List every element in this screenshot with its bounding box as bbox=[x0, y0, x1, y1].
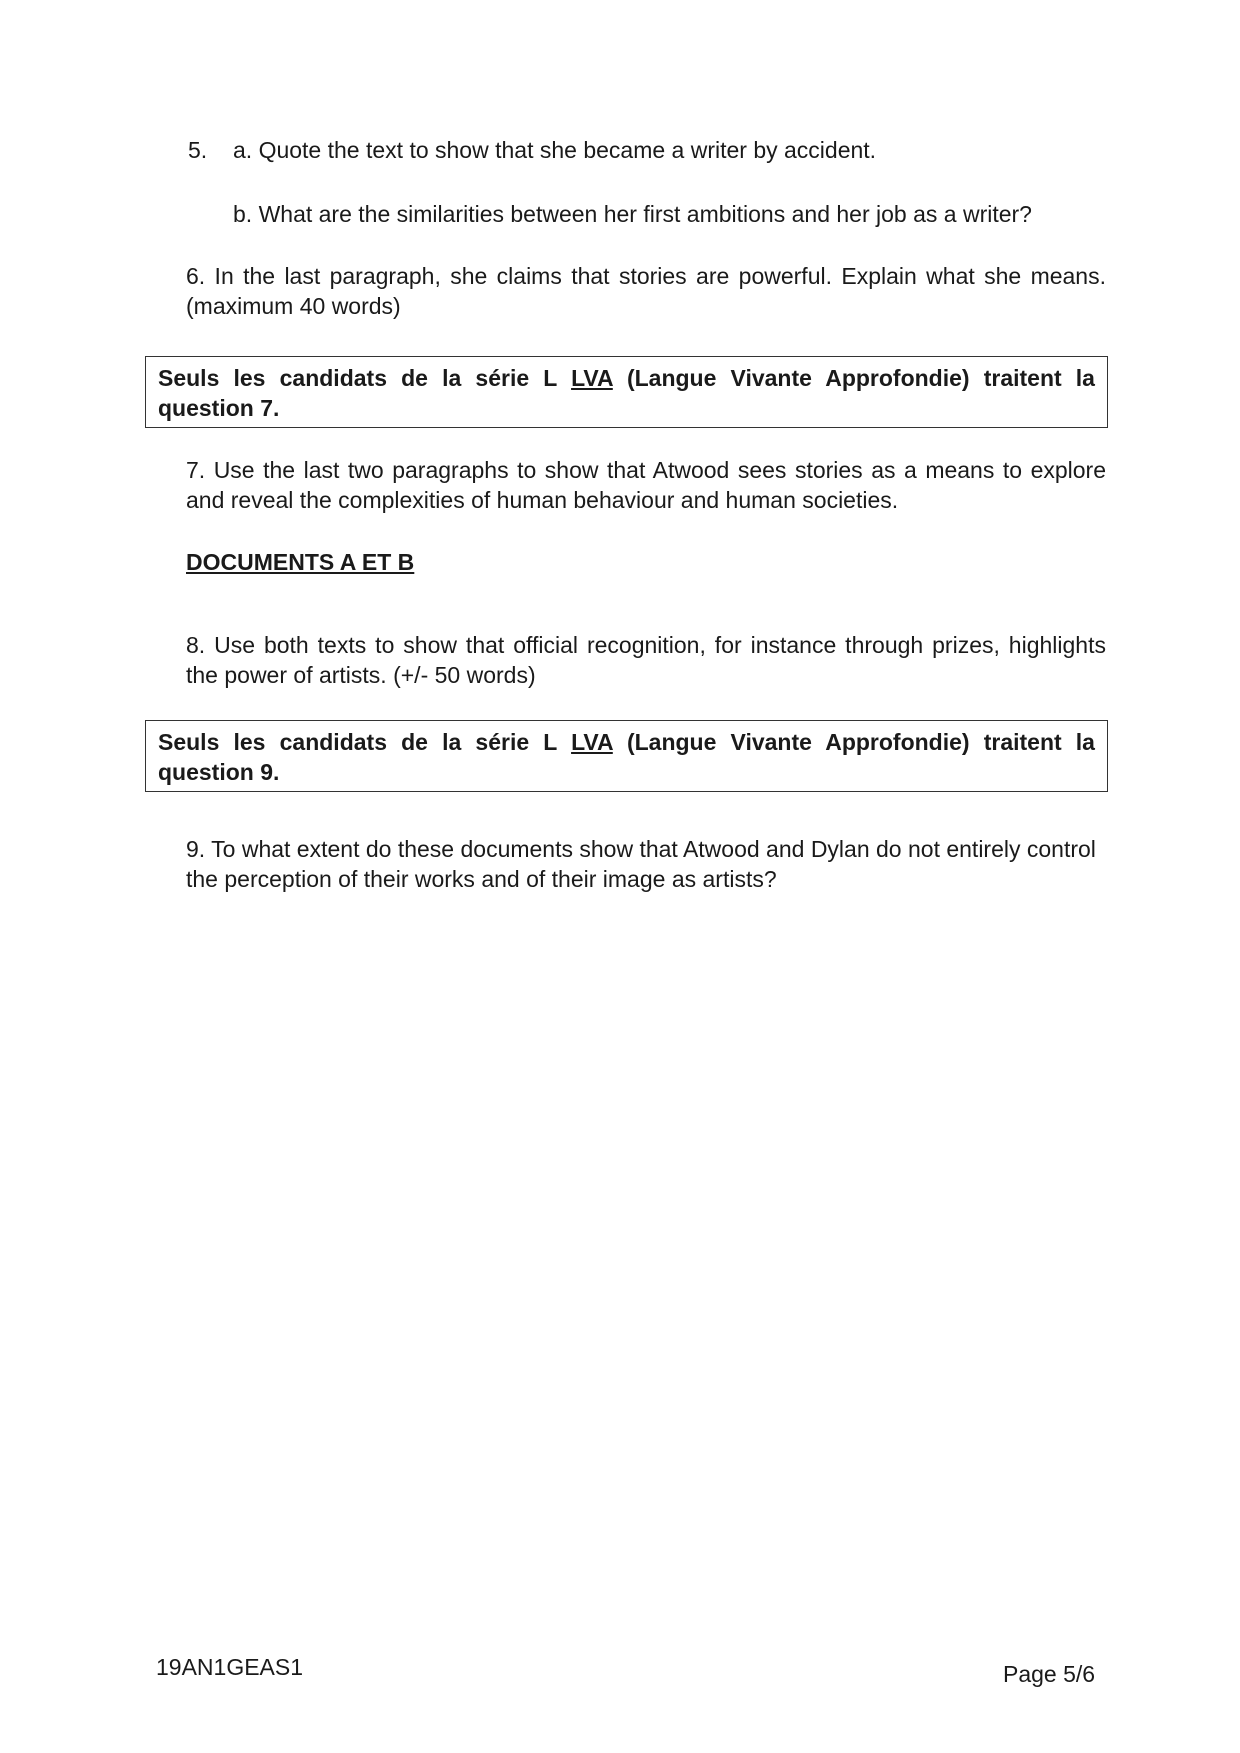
question-8: 8. Use both texts to show that official recognition, for instance through prizes, highlights the power of artists. (+/- 50 words) bbox=[186, 632, 1106, 688]
question-5b: b. What are the similarities between her first ambitions and her job as a writer? bbox=[233, 201, 1032, 227]
section-heading-documents-a-et-b: DOCUMENTS A ET B bbox=[186, 549, 415, 575]
question-5-number: 5. bbox=[188, 137, 208, 163]
notice-text-after: (Langue Vivante Approfondie) traitent la question 9. bbox=[158, 729, 1095, 785]
lva-notice-question-7 bbox=[145, 356, 1108, 428]
question-6: 6. In the last paragraph, she claims that stories are powerful. Explain what she means. (maximum 40 words) bbox=[186, 263, 1106, 319]
notice-text-before: Seuls les candidats de la série L bbox=[158, 365, 572, 391]
notice-lva-underlined: LVA bbox=[571, 365, 613, 391]
notice-text-after: (Langue Vivante Approfondie) traitent la question 7. bbox=[158, 365, 1095, 421]
question-5a: a. Quote the text to show that she became a writer by accident. bbox=[233, 137, 877, 163]
question-9: 9. To what extent do these documents show that Atwood and Dylan do not entirely control the perception of their works and of their image as artists? bbox=[186, 836, 1096, 892]
footer-page-number: Page 5/6 bbox=[1003, 1661, 1096, 1687]
notice-lva-underlined: LVA bbox=[571, 729, 613, 755]
lva-notice-question-9 bbox=[145, 720, 1108, 792]
footer-exam-code: 19AN1GEAS1 bbox=[156, 1654, 304, 1680]
notice-text-before: Seuls les candidats de la série L bbox=[158, 729, 572, 755]
question-7: 7. Use the last two paragraphs to show that Atwood sees stories as a means to explore and reveal the complexities of human behaviour and human societies. bbox=[186, 457, 1106, 513]
